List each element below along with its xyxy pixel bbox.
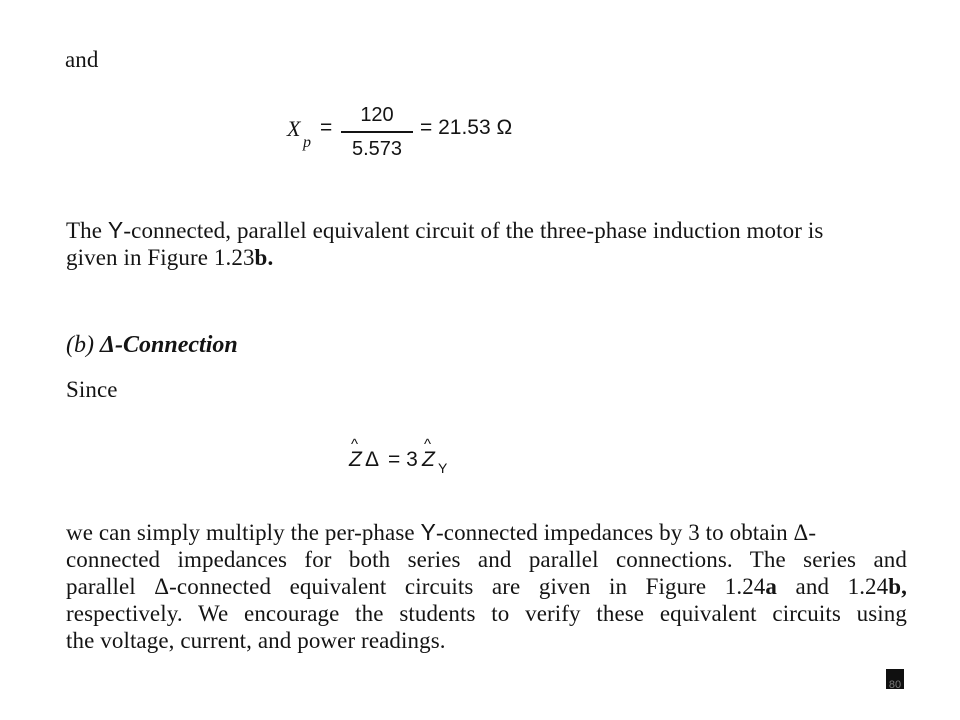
- text-run: and 1.24: [777, 574, 889, 599]
- paragraph-line: the voltage, current, and power readings.: [66, 628, 446, 653]
- paragraph-line: [66, 519, 907, 546]
- fraction-bar: [341, 131, 413, 133]
- delta-paragraph: [66, 519, 907, 654]
- z-hat-right: [422, 436, 435, 472]
- xp-result: = 21.53 Ω: [420, 116, 513, 139]
- bold-text: a: [765, 574, 778, 599]
- text-run: parallel Δ-connected equivalent circuits are given in Figure 1.24: [66, 574, 766, 599]
- text-run: given in Figure 1.23: [66, 245, 255, 270]
- z-variable: Z: [422, 448, 435, 471]
- hat-accent: ^: [424, 436, 432, 453]
- paragraph-line: [66, 217, 908, 244]
- xp-equals: =: [320, 116, 333, 139]
- heading-prefix: (b): [66, 332, 94, 358]
- paragraph-line: respectively. We encourage the students to verify these equivalent circuits using: [66, 601, 907, 626]
- xp-denominator: 5.573: [351, 138, 403, 160]
- hat-accent: ^: [351, 436, 359, 453]
- delta-symbol: Δ: [365, 448, 380, 471]
- z-variable: Z: [349, 448, 362, 471]
- text-run: we can simply multiply the per-phase: [66, 520, 421, 545]
- y-subscript: Y: [438, 460, 448, 476]
- bold-text: b.: [254, 245, 274, 270]
- y-connected-paragraph: [66, 217, 908, 271]
- y-symbol: Y: [107, 217, 124, 243]
- y-symbol: Y: [420, 519, 436, 545]
- zdelta-equals: = 3: [388, 448, 418, 471]
- xp-subscript: p: [303, 134, 311, 151]
- paragraph-line: [66, 573, 907, 600]
- xp-variable: X: [287, 116, 301, 141]
- text-run: -connected, parallel equivalent circuit of the three-phase induction motor is: [123, 218, 824, 243]
- bold-text: b,: [888, 574, 907, 599]
- and-text: and: [65, 47, 99, 72]
- section-heading: [66, 332, 238, 359]
- text-run: The: [66, 218, 108, 243]
- heading-title: Δ-Connection: [99, 332, 238, 358]
- paragraph-line: [66, 244, 908, 271]
- page-number: 80: [888, 679, 902, 691]
- xp-numerator: 120: [360, 104, 394, 126]
- xp-equation: [287, 104, 527, 170]
- z-hat-left: [349, 436, 362, 472]
- zdelta-equation: [349, 436, 499, 484]
- since-text: Since: [66, 377, 118, 402]
- text-run: -connected impedances by 3 to obtain Δ-: [436, 520, 817, 545]
- paragraph-line: connected impedances for both series and parallel connections. The series and: [66, 547, 907, 572]
